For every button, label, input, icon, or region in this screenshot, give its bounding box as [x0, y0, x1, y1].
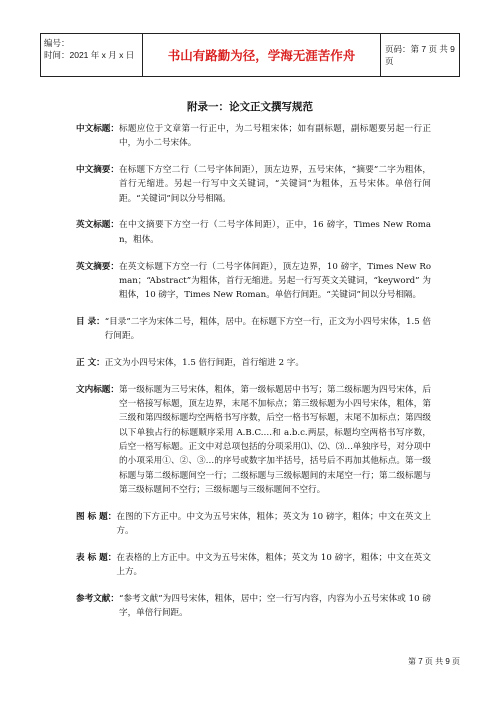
entry-chinese-abstract [76, 163, 431, 206]
header-meta-cell [41, 34, 143, 76]
entry-text: “目录”二字为宋体二号，粗体，居中。在标题下方空一行，正文为小四号宋体，1.5 倍行间距。 [104, 316, 431, 342]
entry-body-text [76, 356, 431, 370]
entry-table-caption [76, 551, 431, 580]
entry-text: 正文为小四号宋体，1.5 倍行间距，首行缩进 2 字。 [104, 358, 304, 369]
number-label: 编号： [44, 38, 70, 48]
entry-references [76, 592, 431, 621]
entry-headings [76, 383, 431, 497]
entry-text: 标题应位于文章第一行正中，为二号粗宋体；如有副标题，副标题要另起一行正中，为小二号宋体。 [118, 124, 431, 149]
entry-chinese-title [76, 122, 431, 151]
entry-label: 文内标题： [76, 384, 119, 395]
entry-text: 在表格的上方正中。中文为五号宋体，粗体；英文为 10 磅字，粗体；中文在英文上方。 [116, 552, 431, 578]
spec-entries [76, 122, 431, 633]
motto: 书山有路勤为径，学海无涯苦作舟 [143, 34, 381, 76]
entry-label: 英文标题： [76, 220, 119, 231]
header-table [40, 33, 460, 77]
entry-label: 参考文献： [76, 593, 119, 604]
page-footer: 第 7 页 共 9 页 [407, 657, 460, 666]
entry-figure-caption [76, 510, 431, 539]
entry-english-abstract [76, 260, 431, 303]
entry-text: 第一级标题为三号宋体，粗体，第一级标题居中书写；第二级标题为四号宋体，后空一格接写标题，顶左边界，末尾不加标点；第三级标题为小四号宋体，粗体，第三级和第四级标题均空两格书写序数，后空一格书写标题，末尾不加标点；第四级以下单独占行的标题顺序采用 A.B.C.…和 a.b.c.两层，标题均空两格书写序数，后空一格写标题。正文中对总项包括的分项采用⑴、⑵、⑶…单独序号，对分项中的小项采用①、②、③…的序号或数字加半括号，括号后不再加其他标点。第一级标题与第二级标题间空一行；二级标题与三级标题间的末尾空一行；第二级标题与第三级标题间不空行；三级标题与三级标题间不空行。 [118, 384, 431, 495]
entry-label: 英文摘要： [76, 261, 119, 272]
document-title: 附录一：论文正文撰写规范 [187, 101, 313, 113]
entry-text: “参考文献”为四号宋体，粗体，居中；空一行写内容，内容为小五号宋体或 10 磅字，单倍行间距。 [118, 593, 431, 619]
entry-label: 表 标 题： [76, 552, 117, 563]
entry-text: 在英文标题下方空一行（二号字体间距），顶左边界，10 磅字，Times New Roman；“Abstract”为粗体，首行无缩进。另起一行写英文关键词，“keyword” 为粗体，10 磅字，Times New Roman。单倍行间距。“关键词”间以分号相隔。 [118, 261, 431, 301]
entry-text: 在图的下方正中。中文为五号宋体，粗体；英文为 10 磅字，粗体；中文在英文上方。 [116, 511, 431, 537]
time-label: 时间：2021 年 x 月 x 日 [44, 50, 135, 60]
entry-label: 图 标 题： [76, 511, 117, 522]
entry-label: 中文摘要： [76, 165, 119, 176]
page-info: 页码：第 7 页 共 9 页 [385, 44, 455, 66]
entry-label: 中文标题： [76, 124, 119, 134]
entry-contents [76, 315, 431, 344]
entry-text: 在中文摘要下方空一行（二号字体间距），正中，16 磅字，Times New Roman，粗体。 [118, 220, 431, 245]
entry-label: 正 文： [76, 358, 105, 369]
entry-text: 在标题下方空二行（二号字体间距），顶左边界，五号宋体，“摘要”二字为粗体，首行无缩进。另起一行写中文关键词，“关键词”为粗体，五号宋体。单倍行间距。“关键词”间以分号相隔。 [118, 165, 431, 204]
entry-english-title [76, 218, 431, 247]
entry-label: 目 录： [76, 316, 105, 327]
